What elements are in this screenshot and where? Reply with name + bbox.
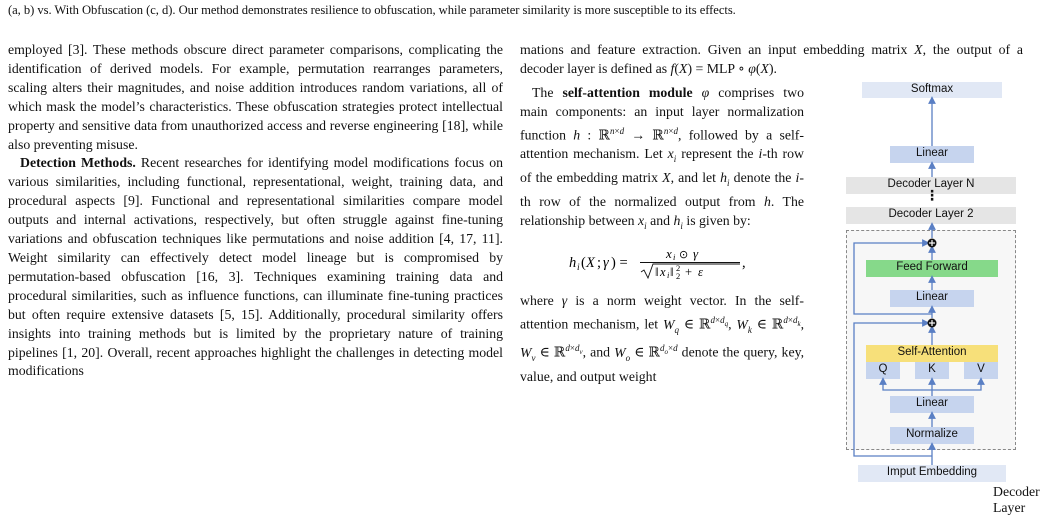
svg-text:+: + [685,265,693,280]
svg-text:(: ( [581,255,586,272]
detection-methods-text: Recent researches for identifying model modifications focus on various similarities, including functional, representational, weight, training data, and procedural aspects [9]. Functional and representational similarities compare model outputs and internal activations, respectively, but often struggle against fine-tuning variations and obfuscation techniques like permutations and noise addition [4, 17, 11]. Weight similarity can effectively detect model lineage but is compromised by permutation-based obfuscation [16, 3]. Techniques examining training data and procedural similarities, such as influence functions, can illuminate fine-tuning practices but often require extensive datasets [5, 15]. Additionally, procedural similarity offers insights into training methods but is limited by the proprietary nature of training pipelines [1, 20]. Overall, recent approaches highlight the challenges in detecting model modifications [8,155,503,379]
right-column-body [520,84,804,387]
linear-mid-block: Linear [890,290,974,307]
svg-text:i: i [667,270,670,281]
svg-text:2: 2 [676,263,681,274]
svg-text:X: X [586,255,595,272]
input-embedding-block: Imput Embedding [858,465,1006,482]
linear-top-block: Linear [890,146,974,163]
query-block: Q [866,362,900,379]
self-attention-block: Self-Attention [866,345,998,362]
figure-caption-tail-right: Decoder Layer [993,484,1040,515]
decoder-layer-diagram [844,82,1024,494]
right-intro-text-3: . [773,60,777,76]
figure-caption-tail: (a, b) vs. With Obfuscation (c, d). Our method demonstrates resilience to obfuscation, while parameter similarity is more susceptible to its effects. [8,3,736,17]
detection-methods-heading: Detection Methods. [20,155,136,171]
svg-text:x: x [660,265,666,280]
svg-text:x: x [666,246,672,262]
feed-forward-block: Feed Forward [866,260,998,277]
weights-last-line: query, key, value, and output weight [520,344,805,384]
svg-text:‖: ‖ [655,265,659,280]
svg-text:;: ; [597,255,602,272]
svg-text:γ: γ [603,255,609,272]
right-intro-text-2: the output of a decoder layer is defined as [520,42,1023,76]
svg-text:‖: ‖ [670,265,674,280]
value-block: V [964,362,998,379]
right-intro-line: mations and feature extraction. Given an input embedding matrix X, the output of a decoder layer is defined as f(X) = MLP ∘ φ(X). [520,42,1023,76]
right-intro-text-1: mations and feature extraction. Given an input embedding matrix [520,42,915,57]
svg-text:γ: γ [693,246,699,262]
svg-text:⊙: ⊙ [679,248,689,262]
self-attention-paragraph: The self-attention module φ comprises two main components: an input layer normalization function h : ℝ$^{n\times d}$ → ℝ$^{n\times d}$, followed by a self-attention mechanism. Let $x_i$ represent the i-th row of the embedding matrix X, and let $h_i$ denote the i-th row of the normalized output from h. The relationship between $x_i$ and $h_i$ is given by: [520,85,805,231]
left-paragraph-1: employed [3]. These methods obscure direct parameter comparisons, complicating the identification of derived models. For example, permutation rearranges parameters, scaling alters their magnitudes, and noise addition introduces random variations, all of which mask the model’s characteristics. These obfuscation strategies protect intellectual property and sensitive data from unauthorized access and reverse engineering [18], while also preventing misuse. [8,42,503,152]
svg-text:i: i [673,252,676,263]
decoder-layer-n-block: Decoder Layer N [846,177,1016,194]
right-column-top [520,41,1023,79]
softmax-block: Softmax [862,82,1002,98]
linear-low-block: Linear [890,396,974,413]
self-attention-heading: self-attention module [562,85,693,100]
left-paragraph-2 [8,154,503,381]
svg-text:) =: ) = [611,255,628,272]
svg-text:h: h [569,255,577,272]
svg-text:ε: ε [698,265,703,280]
svg-text:2: 2 [676,271,681,282]
math-X: X [914,42,923,57]
normalize-block: Normalize [890,427,974,444]
key-block: K [915,362,949,379]
decoder-layer-2-block: Decoder Layer 2 [846,207,1016,224]
normalization-equation [520,246,804,282]
svg-text:,: , [742,255,746,272]
weights-paragraph: where γ is a norm weight vector. In the self-attention mechanism, let $W_q$ ∈ ℝ$^{d\times d_q}$, $W_k$ ∈ ℝ$^{d\times d_k}$, $W_v$ ∈ ℝ$^{d\times d_v}$, and $W_o$ ∈ ℝ$^{d_o\times d}$ denote the query, key, value, and output weight [520,293,805,384]
svg-text:i: i [577,263,580,274]
left-column [8,41,503,381]
ellipsis-dots: ⋮ [925,187,939,203]
